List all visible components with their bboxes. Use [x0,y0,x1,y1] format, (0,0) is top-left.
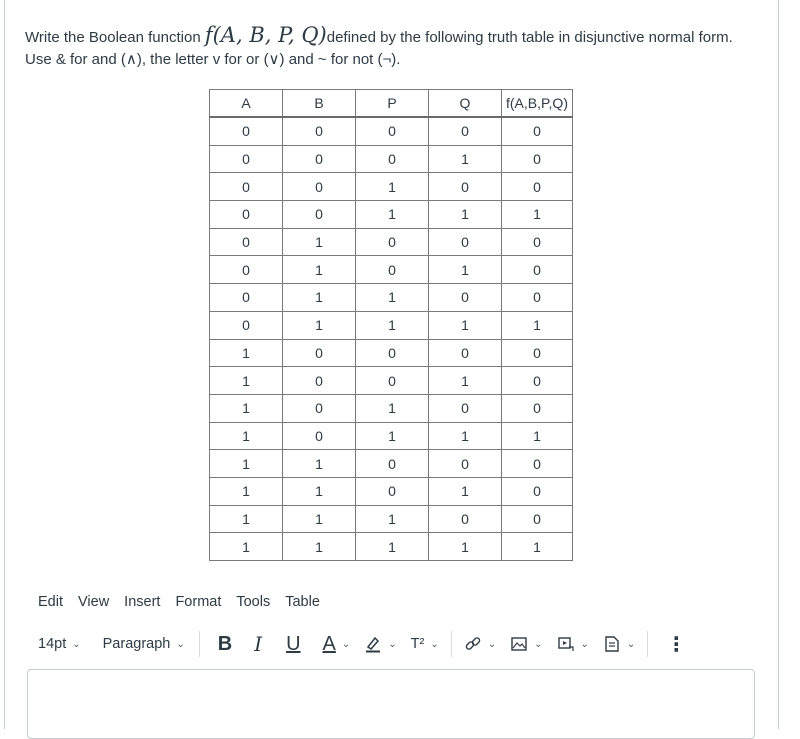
underline-button[interactable]: U [286,632,301,655]
table-cell: 0 [502,367,573,395]
chevron-down-icon: ⌄ [341,638,351,650]
table-cell: 1 [210,339,283,367]
header-cell: B [283,90,356,118]
table-cell: 0 [429,173,502,201]
table-cell: 0 [283,367,356,395]
function-formula: f(A, B, P, Q) [204,23,327,47]
table-cell: 1 [502,311,573,339]
table-row [210,477,573,505]
question-text [25,24,775,71]
table-cell: 0 [283,145,356,173]
table-row [210,450,573,478]
table-cell: 1 [356,201,429,229]
highlighter-icon [364,635,382,653]
table-cell: 0 [210,256,283,284]
chevron-down-icon: ⌄ [72,638,81,650]
table-cell: 0 [283,201,356,229]
table-row [210,311,573,339]
table-cell: 1 [502,422,573,450]
table-row [210,228,573,256]
table-cell: 0 [283,173,356,201]
table-cell: 1 [356,284,429,312]
table-cell: 1 [429,201,502,229]
table-cell: 0 [502,505,573,533]
font-size-select[interactable] [38,636,81,652]
block-format-select[interactable] [103,636,185,652]
chevron-down-icon: ⌄ [580,638,589,650]
more-options-button[interactable]: ⋮ [666,633,687,656]
table-cell: 0 [429,284,502,312]
table-cell: 0 [356,339,429,367]
table-cell: 1 [210,505,283,533]
table-cell: 0 [356,477,429,505]
question-prefix: Write the Boolean function [25,29,205,46]
table-cell: 0 [283,422,356,450]
table-cell: 0 [356,117,429,145]
document-icon [603,635,621,653]
table-cell: 1 [429,145,502,173]
table-cell: 1 [283,477,356,505]
table-cell: 1 [502,201,573,229]
link-button[interactable] [464,635,496,653]
header-cell: A [210,90,283,118]
table-cell: 0 [356,450,429,478]
table-cell: 1 [429,256,502,284]
table-row [210,284,573,312]
table-cell: 0 [502,173,573,201]
table-cell: 0 [502,117,573,145]
italic-button[interactable]: I [254,632,263,656]
table-cell: 0 [429,505,502,533]
table-cell: 0 [502,256,573,284]
table-cell: 1 [356,394,429,422]
text-color-icon: A [322,632,336,655]
table-row [210,256,573,284]
toolbar-divider [451,631,452,657]
table-cell: 1 [283,505,356,533]
table-cell: 1 [356,422,429,450]
menu-insert[interactable]: Insert [124,594,161,610]
chevron-down-icon: ⌄ [487,638,497,650]
table-cell: 0 [356,367,429,395]
table-cell: 0 [502,450,573,478]
table-row [210,422,573,450]
table-row [210,394,573,422]
table-cell: 0 [356,228,429,256]
table-cell: 0 [502,145,573,173]
menu-view[interactable]: View [78,594,110,610]
table-cell: 0 [502,284,573,312]
table-cell: 0 [210,117,283,145]
table-cell: 1 [283,256,356,284]
truth-table-body [210,117,573,561]
table-cell: 0 [283,117,356,145]
table-cell: 0 [502,228,573,256]
table-cell: 0 [429,339,502,367]
bold-button[interactable]: B [217,632,233,655]
document-button[interactable] [603,635,635,653]
table-row [210,145,573,173]
link-icon [464,635,482,653]
header-cell: f(A,B,P,Q) [502,90,573,118]
question-suffix: defined by the following truth table in disjunctive normal form. [326,29,733,46]
table-cell: 1 [429,422,502,450]
table-row [210,367,573,395]
table-cell: 1 [502,533,573,561]
table-cell: 0 [502,339,573,367]
table-cell: 0 [210,201,283,229]
text-color-button[interactable] [323,633,351,656]
chevron-down-icon: ⌄ [388,638,397,650]
table-cell: 0 [356,145,429,173]
table-row [210,533,573,561]
header-cell: Q [429,90,502,118]
media-button[interactable] [557,635,589,653]
table-cell: 1 [429,477,502,505]
table-cell: 0 [283,339,356,367]
table-cell: 1 [283,533,356,561]
font-size-value: 14pt [38,636,67,652]
table-cell: 0 [356,256,429,284]
menu-edit[interactable]: Edit [38,594,63,610]
toolbar-divider [647,631,648,657]
table-cell: 0 [210,173,283,201]
chevron-down-icon: ⌄ [626,638,636,650]
table-cell: 1 [283,284,356,312]
table-cell: 1 [210,394,283,422]
superscript-button[interactable] [411,636,439,652]
table-cell: 1 [356,311,429,339]
table-cell: 0 [210,228,283,256]
table-cell: 1 [283,311,356,339]
table-row [210,117,573,145]
table-cell: 1 [429,311,502,339]
table-cell: 0 [429,450,502,478]
table-cell: 0 [429,394,502,422]
question-line2: Use & for and (∧), the letter v for or (∨) and ~ for not (¬). [25,51,401,68]
table-cell: 1 [356,173,429,201]
chevron-down-icon: ⌄ [430,638,439,650]
menu-tools[interactable]: Tools [236,594,271,610]
table-cell: 1 [210,367,283,395]
table-cell: 1 [210,422,283,450]
table-cell: 0 [210,311,283,339]
table-cell: 1 [210,450,283,478]
truth-table-header-row [210,90,573,118]
table-cell: 0 [210,145,283,173]
table-cell: 1 [429,367,502,395]
block-format-value: Paragraph [102,636,171,652]
table-row [210,505,573,533]
chevron-down-icon: ⌄ [534,638,543,650]
editor-menubar [38,594,335,610]
table-row [210,201,573,229]
header-cell: P [356,90,429,118]
table-cell: 1 [429,533,502,561]
table-cell: 1 [210,533,283,561]
media-icon [557,635,575,653]
image-button[interactable] [510,635,542,653]
menu-table[interactable]: Table [285,594,320,610]
editor-toolbar [38,630,686,658]
chevron-down-icon: ⌄ [176,638,185,650]
highlight-color-button[interactable] [364,635,396,653]
table-cell: 1 [210,477,283,505]
table-cell: 1 [356,533,429,561]
table-cell: 0 [429,117,502,145]
table-cell: 1 [356,505,429,533]
table-cell: 0 [429,228,502,256]
table-cell: 0 [502,394,573,422]
table-cell: 1 [283,450,356,478]
image-icon [510,635,528,653]
menu-format[interactable]: Format [175,594,222,610]
superscript-icon: T² [410,636,425,652]
table-cell: 0 [210,284,283,312]
table-cell: 1 [283,228,356,256]
table-cell: 0 [502,477,573,505]
truth-table [209,89,573,561]
table-row [210,339,573,367]
table-cell: 0 [283,394,356,422]
toolbar-divider [199,631,200,657]
table-row [210,173,573,201]
